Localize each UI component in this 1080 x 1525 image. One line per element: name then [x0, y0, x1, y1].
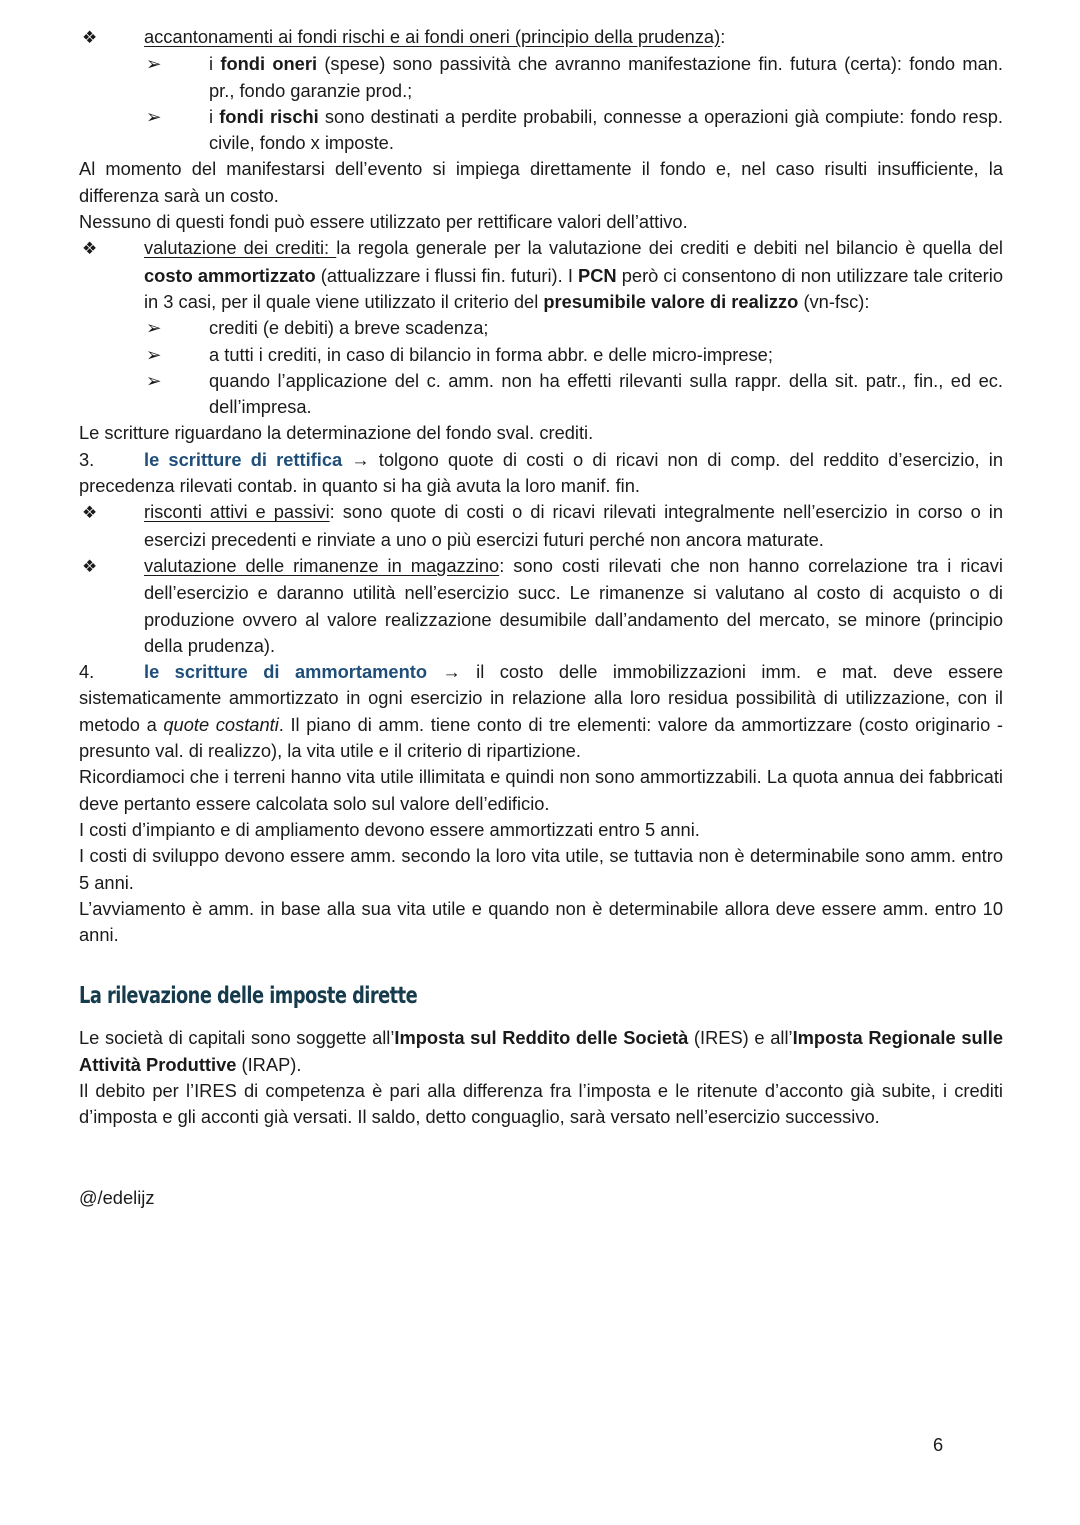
- diamond-bullet-icon: ❖: [82, 503, 98, 523]
- para-impianto: I costi d’impianto e di ampliamento devono essere ammortizzati entro 5 anni.: [79, 818, 700, 840]
- para-sviluppo: I costi di sviluppo devono essere amm. secondo la loro vita utile, se tuttavia non è determinabile sono amm. entro 5 anni.: [79, 845, 1003, 893]
- crediti-heading: valutazione dei crediti:: [144, 237, 337, 259]
- section-number: 4.: [79, 661, 95, 683]
- ammortamento-section: 4. le scritture di ammortamento → il costo delle immobilizzazioni imm. e mat. deve essere sistematicamente ammortizzato in ogni esercizio in relazione alla loro residua possibilità di utilizzazione, con il metodo a quote costanti. Il piano di amm. tiene conto di tre elementi: valore da ammortizzare (costo originario - presunto val. di realizzo), la vita utile e il criterio di ripartizione.: [79, 661, 1003, 762]
- para-scritture: Le scritture riguardano la determinazione del fondo sval. crediti.: [79, 422, 594, 444]
- page-number: 6: [933, 1434, 944, 1455]
- arrow-bullet-icon: ➢: [146, 105, 162, 127]
- fondi-bullet: ❖ accantonamenti ai fondi rischi e ai fondi oneri (principio della prudenza):: [79, 24, 1003, 51]
- para-imposte-1: Le società di capitali sono soggette all’Imposta sul Reddito delle Società (IRES) e all’Imposta Regionale sulle Attività Produttive (IRAP).: [79, 1027, 1003, 1075]
- section-number: 3.: [79, 448, 95, 470]
- para-imposte-2: Il debito per l’IRES di competenza è pari alla differenza fra l’imposta e le ritenute d’acconto già subite, i crediti d’imposta e gli acconti già versati. Il saldo, detto conguaglio, sarà versato nell’esercizio successivo.: [79, 1079, 1003, 1128]
- para-evento: Al momento del manifestarsi dell’evento si impiega direttamente il fondo e, nel caso risulti insufficiente, la differenza sarà un costo.: [79, 158, 1003, 206]
- diamond-bullet-icon: ❖: [82, 556, 98, 576]
- rettifica-title: le scritture di rettifica: [144, 448, 343, 470]
- arrow-bullet-icon: ➢: [146, 343, 162, 365]
- crediti-item-2: ➢ a tutti i crediti, in caso di bilancio in forma abbr. e delle micro-imprese;: [79, 342, 1003, 368]
- arrow-bullet-icon: ➢: [146, 369, 162, 391]
- arrow-bullet-icon: ➢: [146, 53, 162, 75]
- diamond-bullet-icon: ❖: [82, 239, 98, 259]
- rimanenze-bullet: ❖ valutazione delle rimanenze in magazzino: sono costi rilevati che non hanno correlazione tra i ricavi dell’esercizio e daranno utilità nell’esercizio succ. Le rimanenze si valutano al costo di acquisto o di produzione ovvero al valore realizzazione desumibile dall’andamento del mercato, se minore (principio della prudenza).: [79, 553, 1003, 659]
- crediti-item-1: ➢ crediti (e debiti) a breve scadenza;: [79, 315, 1003, 341]
- arrow-bullet-icon: ➢: [146, 317, 162, 339]
- fondi-heading: accantonamenti ai fondi rischi e ai fondi oneri (principio della prudenza): [144, 26, 721, 47]
- rettifica-section: 3. le scritture di rettifica → tolgono quote di costi o di ricavi non di comp. del reddito d’esercizio, in precedenza rilevati contab. in quanto si ha già avuta la loro manif. fin.: [79, 448, 1004, 497]
- crediti-item-3: ➢ quando l’applicazione del c. amm. non ha effetti rilevanti sulla rappr. della sit. patr., fin., ed ec. dell’impresa.: [146, 369, 1003, 418]
- para-avviamento: L’avviamento è amm. in base alla sua vita utile e quando non è determinabile allora deve essere amm. entro 10 anni.: [79, 897, 1003, 946]
- imposte-heading: La rilevazione delle imposte dirette: [79, 983, 418, 1010]
- diamond-bullet-icon: ❖: [82, 28, 98, 47]
- document-page: [79, 24, 1003, 1211]
- para-terreni: Ricordiamoci che i terreni hanno vita utile illimitata e quindi non sono ammortizzabili. La quota annua dei fabbricati deve pertanto essere calcolata solo sul valore dell’edificio.: [79, 766, 1003, 814]
- risconti-bullet: ❖ risconti attivi e passivi: sono quote di costi o di ricavi rilevati integralmente nell’esercizio in corso o in esercizi precedenti e rinviate a uno o più esercizi futuri perché non ancora maturate.: [79, 499, 1003, 553]
- crediti-bullet: ❖ valutazione dei crediti: la regola generale per la valutazione dei crediti e debiti nel bilancio è quella del costo ammortizzato (attualizzare i flussi fin. futuri). I PCN però ci consentono di non utilizzare tale criterio in 3 casi, per il quale viene utilizzato il criterio del presumibile valore di realizzo (vn-fsc):: [79, 235, 1003, 315]
- fondi-oneri-item: ➢ i fondi oneri (spese) sono passività che avranno manifestazione fin. futura (certa): fondo man. pr., fondo garanzie prod.;: [146, 53, 1003, 101]
- ammortamento-title: le scritture di ammortamento: [144, 661, 428, 683]
- risconti-heading: risconti attivi e passivi: [144, 501, 330, 523]
- author-handle: @/edelijz: [79, 1186, 155, 1208]
- para-nessuno: Nessuno di questi fondi può essere utilizzato per rettificare valori dell’attivo.: [79, 211, 688, 233]
- fondi-rischi-item: ➢ i fondi rischi sono destinati a perdite probabili, connesse a operazioni già compiute: fondo resp. civile, fondo x imposte.: [146, 105, 1003, 154]
- rimanenze-heading: valutazione delle rimanenze in magazzino: [144, 554, 500, 576]
